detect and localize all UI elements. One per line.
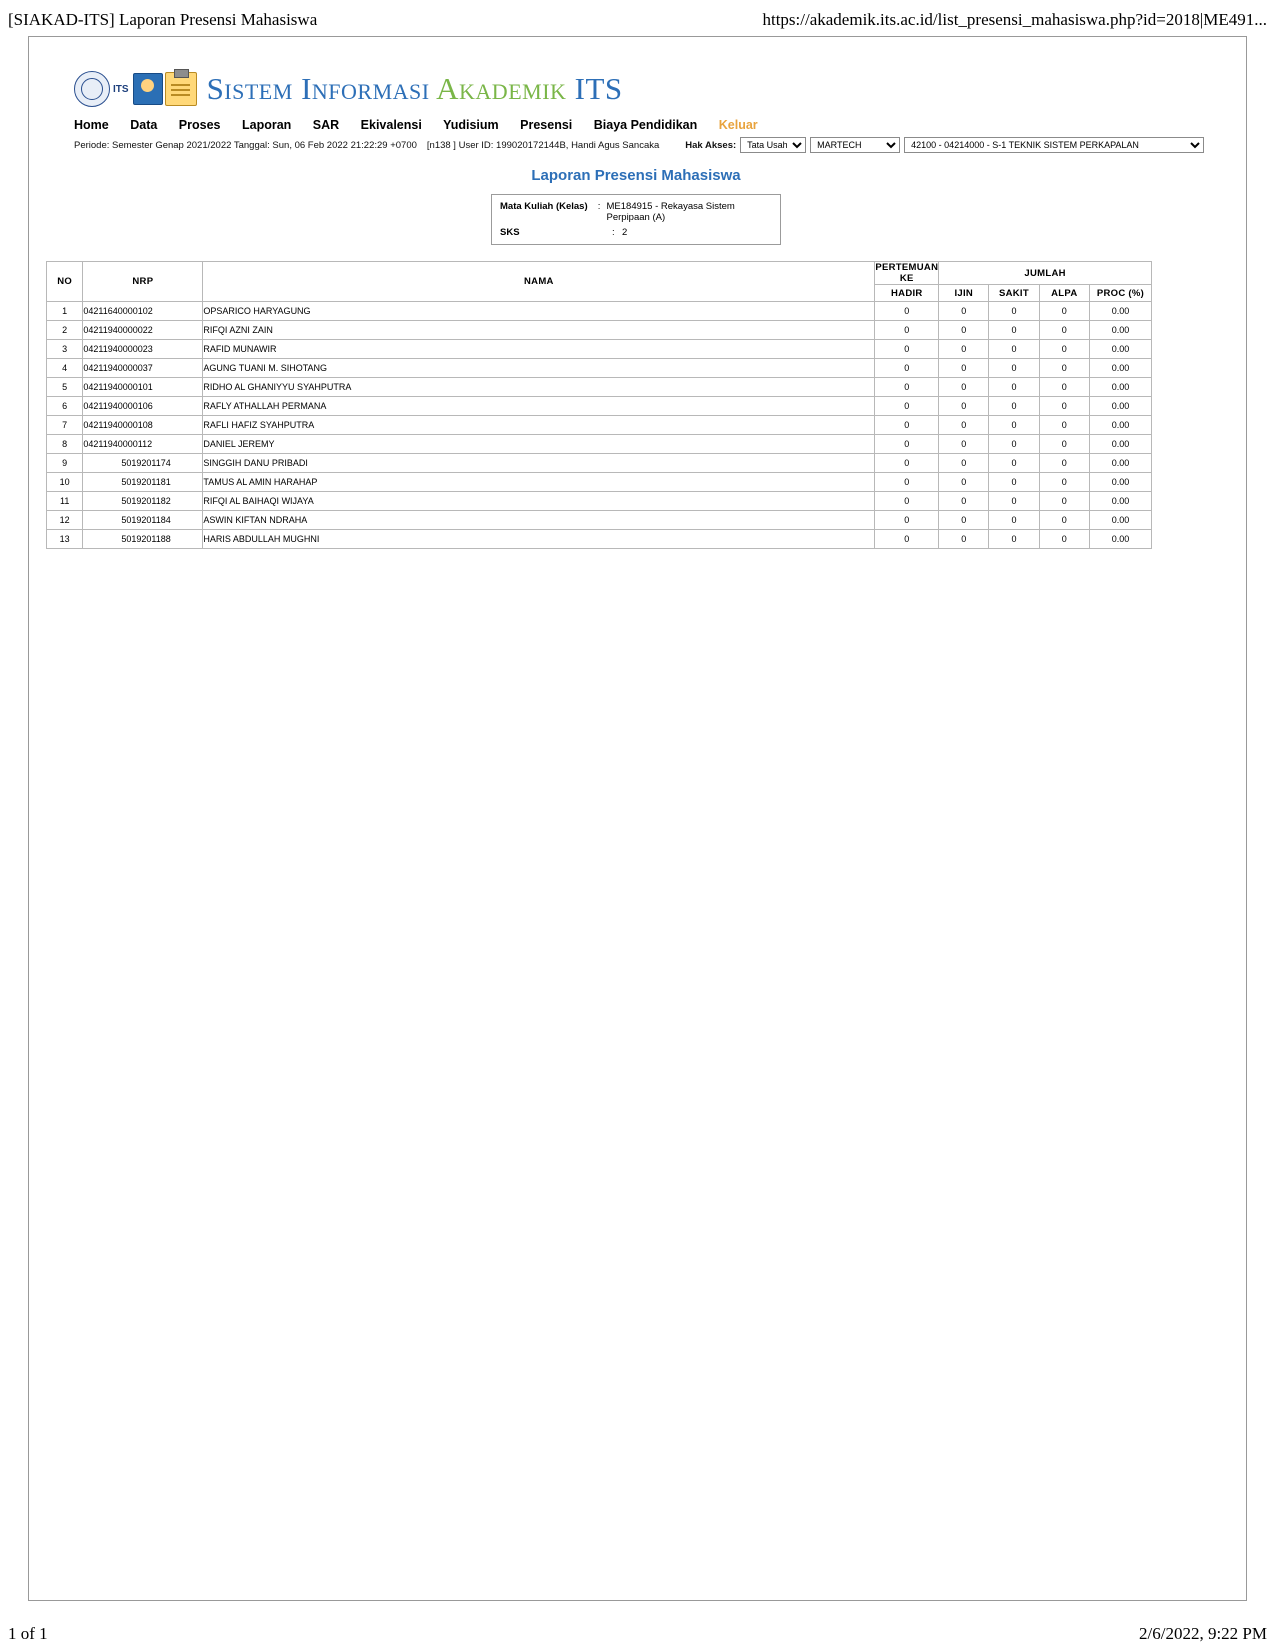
table-row xyxy=(47,416,1152,435)
hak-akses-label: Hak Akses: xyxy=(685,139,737,151)
cell-ijin: 0 xyxy=(939,378,989,397)
cell-nama: ASWIN KIFTAN NDRAHA xyxy=(203,511,875,530)
cell-proc: 0.00 xyxy=(1089,302,1151,321)
cell-proc: 0.00 xyxy=(1089,454,1151,473)
nav-item-yudisium[interactable]: Yudisium xyxy=(443,118,499,132)
cell-nama: OPSARICO HARYAGUNG xyxy=(203,302,875,321)
cell-nrp: 04211940000022 xyxy=(83,321,203,340)
table-row xyxy=(47,321,1152,340)
cell-sakit: 0 xyxy=(989,511,1039,530)
cell-nrp: 04211940000023 xyxy=(83,340,203,359)
logo-word-akademik: Akademik xyxy=(436,71,567,106)
cell-alpa: 0 xyxy=(1039,397,1089,416)
hak-akses-select[interactable] xyxy=(740,137,806,153)
cell-nrp: 04211940000106 xyxy=(83,397,203,416)
cell-hadir: 0 xyxy=(875,454,939,473)
cell-no: 11 xyxy=(47,492,83,511)
cell-no: 10 xyxy=(47,473,83,492)
print-header-title: [SIAKAD-ITS] Laporan Presensi Mahasiswa xyxy=(8,10,318,29)
print-header-url: https://akademik.its.ac.id/list_presensi_mahasiswa.php?id=2018|ME491... xyxy=(762,10,1267,29)
cell-no: 5 xyxy=(47,378,83,397)
cell-ijin: 0 xyxy=(939,492,989,511)
cell-sakit: 0 xyxy=(989,321,1039,340)
unit-select[interactable] xyxy=(810,137,900,153)
cell-nrp: 04211940000101 xyxy=(83,378,203,397)
cell-nama: RIFQI AL BAIHAQI WIJAYA xyxy=(203,492,875,511)
cell-nrp: 5019201174 xyxy=(83,454,203,473)
print-footer-page: 1 of 1 xyxy=(8,1624,48,1643)
cell-proc: 0.00 xyxy=(1089,359,1151,378)
cell-alpa: 0 xyxy=(1039,302,1089,321)
header-no: NO xyxy=(47,262,83,302)
cell-no: 7 xyxy=(47,416,83,435)
nav-item-home[interactable]: Home xyxy=(74,118,109,132)
cell-hadir: 0 xyxy=(875,397,939,416)
cell-no: 13 xyxy=(47,530,83,549)
cell-hadir: 0 xyxy=(875,511,939,530)
cell-alpa: 0 xyxy=(1039,511,1089,530)
table-row xyxy=(47,397,1152,416)
cell-ijin: 0 xyxy=(939,302,989,321)
cell-nama: RAFLY ATHALLAH PERMANA xyxy=(203,397,875,416)
program-studi-select[interactable] xyxy=(904,137,1204,153)
table-row xyxy=(47,473,1152,492)
cell-hadir: 0 xyxy=(875,416,939,435)
header-jumlah: JUMLAH xyxy=(939,262,1152,285)
header-pertemuan-ke: PERTEMUAN KE xyxy=(875,262,939,284)
cell-no: 9 xyxy=(47,454,83,473)
presensi-table-body xyxy=(47,302,1152,549)
nav-item-data[interactable]: Data xyxy=(130,118,158,132)
cell-no: 4 xyxy=(47,359,83,378)
matakuliah-label: Mata Kuliah (Kelas) xyxy=(500,201,588,212)
session-user-text: [n138 ] User ID: 199020172144B, Handi Agus Sancaka xyxy=(426,139,660,151)
logo-wordmark xyxy=(207,71,623,107)
table-row xyxy=(47,511,1152,530)
cell-proc: 0.00 xyxy=(1089,492,1151,511)
cell-hadir: 0 xyxy=(875,359,939,378)
nav-item-ekivalensi[interactable]: Ekivalensi xyxy=(360,118,422,132)
cell-sakit: 0 xyxy=(989,302,1039,321)
cell-nama: SINGGIH DANU PRIBADI xyxy=(203,454,875,473)
its-seal-label: ITS xyxy=(113,83,129,95)
table-row xyxy=(47,302,1152,321)
cell-hadir: 0 xyxy=(875,473,939,492)
cell-ijin: 0 xyxy=(939,530,989,549)
site-logo-banner xyxy=(74,66,1226,112)
cell-alpa: 0 xyxy=(1039,530,1089,549)
table-row xyxy=(47,454,1152,473)
cell-proc: 0.00 xyxy=(1089,378,1151,397)
print-footer-timestamp: 2/6/2022, 9:22 PM xyxy=(1139,1624,1267,1643)
cell-proc: 0.00 xyxy=(1089,435,1151,454)
nav-item-biaya-pendidikan[interactable]: Biaya Pendidikan xyxy=(593,118,698,132)
cell-proc: 0.00 xyxy=(1089,511,1151,530)
cell-alpa: 0 xyxy=(1039,359,1089,378)
cell-proc: 0.00 xyxy=(1089,473,1151,492)
cell-proc: 0.00 xyxy=(1089,416,1151,435)
cell-hadir: 0 xyxy=(875,321,939,340)
header-hadir: HADIR xyxy=(875,285,939,302)
matakuliah-value: ME184915 - Rekayasa Sistem Perpipaan (A) xyxy=(606,201,735,223)
logo-word-its: ITS xyxy=(574,71,623,106)
cell-no: 8 xyxy=(47,435,83,454)
header-proc: PROC (%) xyxy=(1089,285,1151,302)
cell-no: 3 xyxy=(47,340,83,359)
cell-nama: RIDHO AL GHANIYYU SYAHPUTRA xyxy=(203,378,875,397)
cell-ijin: 0 xyxy=(939,359,989,378)
header-ijin: IJIN xyxy=(939,285,989,302)
cell-hadir: 0 xyxy=(875,530,939,549)
cell-nama: RIFQI AZNI ZAIN xyxy=(203,321,875,340)
main-navigation xyxy=(74,118,1226,132)
table-header-row-1 xyxy=(47,262,1152,285)
sks-label: SKS xyxy=(500,227,520,238)
header-alpa: ALPA xyxy=(1039,285,1089,302)
cell-nrp: 04211940000112 xyxy=(83,435,203,454)
cell-no: 2 xyxy=(47,321,83,340)
session-info-bar xyxy=(74,137,1226,153)
presensi-table-head xyxy=(47,262,1152,302)
cell-no: 6 xyxy=(47,397,83,416)
print-header xyxy=(0,0,1275,36)
cell-hadir: 0 xyxy=(875,340,939,359)
page-content xyxy=(46,66,1226,549)
cell-nrp: 5019201181 xyxy=(83,473,203,492)
its-seal-icon xyxy=(74,71,110,107)
cell-sakit: 0 xyxy=(989,530,1039,549)
sks-separator: : xyxy=(612,227,615,238)
table-row xyxy=(47,435,1152,454)
cell-nama: TAMUS AL AMIN HARAHAP xyxy=(203,473,875,492)
table-row xyxy=(47,340,1152,359)
cell-proc: 0.00 xyxy=(1089,321,1151,340)
table-row xyxy=(47,378,1152,397)
header-sakit: SAKIT xyxy=(989,285,1039,302)
cell-nama: RAFLI HAFIZ SYAHPUTRA xyxy=(203,416,875,435)
table-row xyxy=(47,359,1152,378)
cell-alpa: 0 xyxy=(1039,473,1089,492)
sks-value: 2 xyxy=(622,227,628,238)
cell-no: 12 xyxy=(47,511,83,530)
cell-nama: RAFID MUNAWIR xyxy=(203,340,875,359)
cell-sakit: 0 xyxy=(989,378,1039,397)
cell-alpa: 0 xyxy=(1039,435,1089,454)
cell-nrp: 5019201188 xyxy=(83,530,203,549)
page-title: Laporan Presensi Mahasiswa xyxy=(531,167,741,184)
cell-hadir: 0 xyxy=(875,378,939,397)
cell-ijin: 0 xyxy=(939,321,989,340)
table-row xyxy=(47,492,1152,511)
cell-no: 1 xyxy=(47,302,83,321)
cell-hadir: 0 xyxy=(875,492,939,511)
cell-ijin: 0 xyxy=(939,454,989,473)
course-line-matakuliah xyxy=(500,201,772,223)
cell-sakit: 0 xyxy=(989,492,1039,511)
header-nama: NAMA xyxy=(203,262,875,302)
cell-ijin: 0 xyxy=(939,340,989,359)
cell-alpa: 0 xyxy=(1039,378,1089,397)
logo-word-sistem: Sistem xyxy=(206,71,293,106)
header-nrp: NRP xyxy=(83,262,203,302)
cell-ijin: 0 xyxy=(939,435,989,454)
cell-nama: DANIEL JEREMY xyxy=(203,435,875,454)
cell-proc: 0.00 xyxy=(1089,397,1151,416)
cell-sakit: 0 xyxy=(989,397,1039,416)
nav-item-presensi[interactable]: Presensi xyxy=(520,118,573,132)
nav-item-proses[interactable]: Proses xyxy=(178,118,221,132)
cell-ijin: 0 xyxy=(939,473,989,492)
table-row xyxy=(47,530,1152,549)
cell-sakit: 0 xyxy=(989,359,1039,378)
cell-sakit: 0 xyxy=(989,473,1039,492)
course-info-box xyxy=(491,194,781,245)
logo-word-informasi: Informasi xyxy=(301,71,430,106)
cell-proc: 0.00 xyxy=(1089,530,1151,549)
course-line-sks xyxy=(500,227,772,238)
cell-sakit: 0 xyxy=(989,416,1039,435)
cell-nrp: 04211640000102 xyxy=(83,302,203,321)
cell-ijin: 0 xyxy=(939,416,989,435)
presensi-table xyxy=(46,261,1152,549)
cell-alpa: 0 xyxy=(1039,454,1089,473)
nav-item-sar[interactable]: SAR xyxy=(312,118,340,132)
nav-item-laporan[interactable]: Laporan xyxy=(241,118,292,132)
cell-nrp: 04211940000108 xyxy=(83,416,203,435)
cell-ijin: 0 xyxy=(939,511,989,530)
cell-nama: HARIS ABDULLAH MUGHNI xyxy=(203,530,875,549)
cell-sakit: 0 xyxy=(989,435,1039,454)
cell-proc: 0.00 xyxy=(1089,340,1151,359)
cell-alpa: 0 xyxy=(1039,340,1089,359)
cell-sakit: 0 xyxy=(989,454,1039,473)
cell-ijin: 0 xyxy=(939,397,989,416)
cell-nrp: 5019201184 xyxy=(83,511,203,530)
cell-nrp: 5019201182 xyxy=(83,492,203,511)
cell-alpa: 0 xyxy=(1039,416,1089,435)
cell-nama: AGUNG TUANI M. SIHOTANG xyxy=(203,359,875,378)
cell-hadir: 0 xyxy=(875,435,939,454)
cell-hadir: 0 xyxy=(875,302,939,321)
clipboard-icon xyxy=(165,72,197,106)
cell-nrp: 04211940000037 xyxy=(83,359,203,378)
print-footer xyxy=(0,1624,1275,1644)
cell-alpa: 0 xyxy=(1039,492,1089,511)
nav-item-logout[interactable]: Keluar xyxy=(718,118,758,132)
cell-sakit: 0 xyxy=(989,340,1039,359)
id-card-icon xyxy=(133,73,163,105)
cell-alpa: 0 xyxy=(1039,321,1089,340)
periode-text: Periode: Semester Genap 2021/2022 Tanggal: Sun, 06 Feb 2022 21:22:29 +0700 xyxy=(74,139,417,151)
matakuliah-separator: : xyxy=(597,201,601,212)
